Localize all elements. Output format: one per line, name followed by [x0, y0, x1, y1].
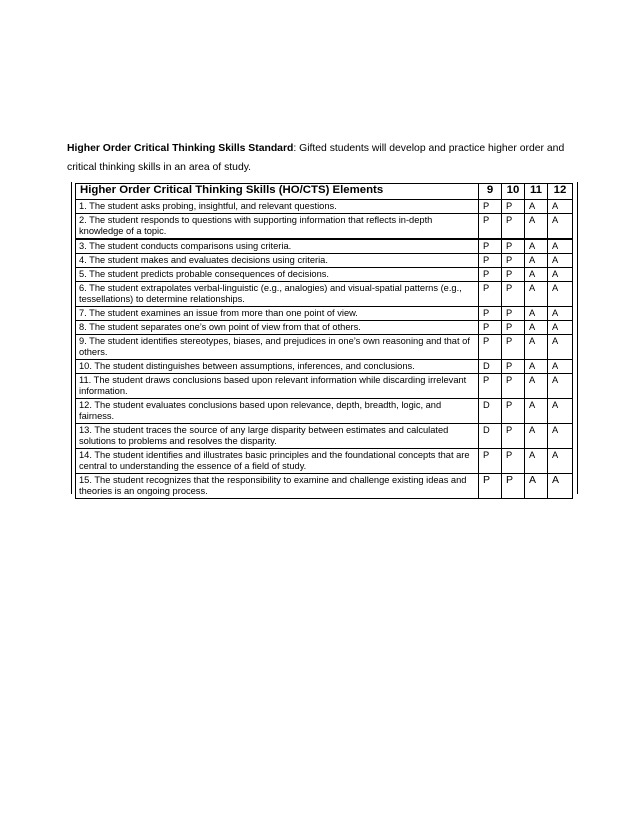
grade-10-cell: P — [502, 214, 525, 240]
grade-11-cell: A — [525, 360, 548, 374]
element-text: 1. The student asks probing, insightful, and relevant questions. — [76, 200, 479, 214]
grade-11-cell: A — [525, 268, 548, 282]
table-row — [76, 424, 573, 449]
table-row — [76, 474, 573, 499]
element-text: 9. The student identifies stereotypes, biases, and prejudices in one’s own reasoning and that of others. — [76, 335, 479, 360]
grade-12-cell: A — [548, 399, 573, 424]
table-row — [76, 200, 573, 214]
grade-10-cell: P — [502, 360, 525, 374]
grade-11-cell: A — [525, 335, 548, 360]
table-row — [76, 335, 573, 360]
element-text: 10. The student distinguishes between assumptions, inferences, and conclusions. — [76, 360, 479, 374]
grade-10-cell: P — [502, 321, 525, 335]
grade-9-cell: P — [479, 268, 502, 282]
grade-10-cell: P — [502, 449, 525, 474]
table-row — [76, 268, 573, 282]
standard-description: : Gifted students will develop and practice higher order and critical thinking skills in an area of study. — [67, 143, 565, 173]
grade-11-cell: A — [525, 321, 548, 335]
grade-10-cell: P — [502, 374, 525, 399]
table-row — [76, 360, 573, 374]
grade-10-cell: P — [502, 254, 525, 268]
table-row — [76, 399, 573, 424]
grade-10-cell: P — [502, 239, 525, 254]
grade-9-cell: P — [479, 449, 502, 474]
grade-11-cell: A — [525, 424, 548, 449]
grade-9-cell: P — [479, 239, 502, 254]
element-text: 4. The student makes and evaluates decisions using criteria. — [76, 254, 479, 268]
element-text: 11. The student draws conclusions based upon relevant information while discarding irrelevant information. — [76, 374, 479, 399]
elements-table — [75, 183, 573, 499]
grade-10-cell: P — [502, 282, 525, 307]
standard-intro — [67, 139, 567, 177]
table-row — [76, 307, 573, 321]
grade-11-cell: A — [525, 254, 548, 268]
grade-12-cell: A — [548, 474, 573, 499]
grade-11-cell: A — [525, 200, 548, 214]
element-text: 6. The student extrapolates verbal-linguistic (e.g., analogies) and visual-spatial patterns (e.g., tessellations) to determine relationships. — [76, 282, 479, 307]
grade-9-cell: D — [479, 424, 502, 449]
table-header-row — [76, 184, 573, 200]
table-row — [76, 449, 573, 474]
grade-11-cell: A — [525, 449, 548, 474]
table-row — [76, 214, 573, 240]
grade-12-cell: A — [548, 307, 573, 321]
grade-12-cell: A — [548, 239, 573, 254]
element-text: 14. The student identifies and illustrates basic principles and the foundational concepts that are central to understanding the essence of a field of study. — [76, 449, 479, 474]
element-text: 7. The student examines an issue from more than one point of view. — [76, 307, 479, 321]
grade-11-cell: A — [525, 399, 548, 424]
element-text: 5. The student predicts probable consequences of decisions. — [76, 268, 479, 282]
grade-9-cell: P — [479, 321, 502, 335]
grade-12-cell: A — [548, 374, 573, 399]
grade-9-cell: P — [479, 200, 502, 214]
grade-10-cell: P — [502, 474, 525, 499]
table-row — [76, 282, 573, 307]
element-text: 15. The student recognizes that the responsibility to examine and challenge existing ideas and theories is an ongoing process. — [76, 474, 479, 499]
grade-9-cell: P — [479, 254, 502, 268]
grade-9-cell: P — [479, 374, 502, 399]
elements-column-header: Higher Order Critical Thinking Skills (HO/CTS) Elements — [76, 184, 479, 200]
grade-12-cell: A — [548, 282, 573, 307]
table-row — [76, 239, 573, 254]
table-row — [76, 374, 573, 399]
grade-12-header: 12 — [548, 184, 573, 200]
grade-9-cell: P — [479, 214, 502, 240]
grade-12-cell: A — [548, 449, 573, 474]
grade-11-cell: A — [525, 374, 548, 399]
grade-11-cell: A — [525, 282, 548, 307]
element-text: 2. The student responds to questions with supporting information that reflects in-depth knowledge of a topic. — [76, 214, 479, 240]
grade-10-cell: P — [502, 424, 525, 449]
grade-12-cell: A — [548, 360, 573, 374]
table-row — [76, 254, 573, 268]
grade-10-cell: P — [502, 307, 525, 321]
grade-9-cell: D — [479, 399, 502, 424]
grade-10-cell: P — [502, 268, 525, 282]
grade-12-cell: A — [548, 268, 573, 282]
grade-12-cell: A — [548, 200, 573, 214]
grade-11-cell: A — [525, 474, 548, 499]
grade-10-cell: P — [502, 200, 525, 214]
element-text: 12. The student evaluates conclusions based upon relevance, depth, breadth, logic, and fairness. — [76, 399, 479, 424]
grade-9-cell: P — [479, 307, 502, 321]
element-text: 13. The student traces the source of any large disparity between estimates and calculated solutions to problems and resolves the disparity. — [76, 424, 479, 449]
grade-12-cell: A — [548, 214, 573, 240]
grade-9-cell: P — [479, 335, 502, 360]
grade-12-cell: A — [548, 424, 573, 449]
standard-title: Higher Order Critical Thinking Skills Standard — [67, 143, 294, 154]
grade-12-cell: A — [548, 335, 573, 360]
grade-11-cell: A — [525, 214, 548, 240]
element-text: 8. The student separates one’s own point of view from that of others. — [76, 321, 479, 335]
grade-9-header: 9 — [479, 184, 502, 200]
grade-12-cell: A — [548, 254, 573, 268]
grade-9-cell: P — [479, 474, 502, 499]
grade-11-cell: A — [525, 307, 548, 321]
grade-9-cell: D — [479, 360, 502, 374]
grade-11-cell: A — [525, 239, 548, 254]
grade-12-cell: A — [548, 321, 573, 335]
grade-11-header: 11 — [525, 184, 548, 200]
grade-10-cell: P — [502, 399, 525, 424]
table-row — [76, 321, 573, 335]
element-text: 3. The student conducts comparisons using criteria. — [76, 239, 479, 254]
grade-9-cell: P — [479, 282, 502, 307]
grade-10-cell: P — [502, 335, 525, 360]
grade-10-header: 10 — [502, 184, 525, 200]
